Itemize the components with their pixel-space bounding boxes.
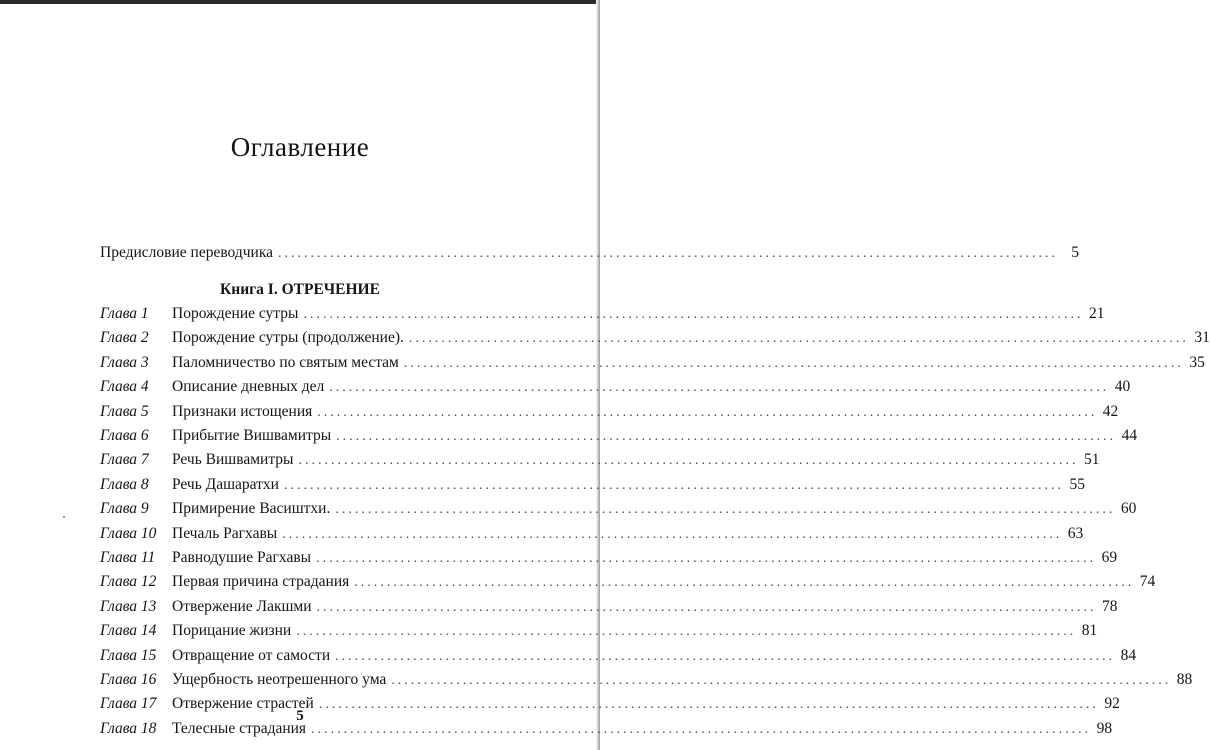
chapter-title: Отвращение от самости (172, 646, 331, 664)
dot-leader: ........................................................................................................................ (303, 307, 1084, 322)
chapter-number: Глава 16 (100, 671, 157, 688)
chapter-number: Глава 15 (100, 646, 157, 664)
preface-label: Предисловие переводчика (100, 244, 274, 261)
chapter-number: Глава 2 (100, 329, 149, 347)
chapter-title: Печаль Рагхавы (172, 524, 278, 542)
chapter-number: Глава 13 (100, 597, 157, 615)
chapter-page: 78 (1102, 597, 1118, 615)
dot-leader: ........................................................................................................................ (311, 721, 1092, 737)
dot-leader: ........................................................................................................................ (283, 477, 1064, 493)
chapter-number: Глава 9 (100, 500, 149, 518)
toc-entry-chapter[interactable] (100, 378, 1131, 398)
chapter-title: Телесные страдания (172, 719, 307, 737)
chapter-page: 98 (1096, 719, 1113, 737)
chapter-page: 51 (1083, 451, 1100, 469)
toc-entry-chapter[interactable] (100, 646, 1137, 667)
toc-entry-chapter[interactable] (100, 573, 1156, 593)
dot-leader: ........................................................................................................................ (282, 526, 1063, 542)
chapter-page: 60 (1120, 500, 1137, 518)
chapter-page: 35 (1189, 353, 1205, 371)
chapter-page: 74 (1139, 573, 1156, 591)
toc-entry-chapter[interactable] (100, 402, 1119, 423)
chapter-number: Глава 17 (100, 695, 157, 713)
dot-leader: ........................................................................................................................ (317, 404, 1098, 420)
chapter-number: Глава 18 (100, 719, 157, 737)
dot-leader: ........................................................................................................................ (278, 246, 1059, 261)
toc-entry-chapter[interactable] (100, 671, 1193, 691)
toc-entry-chapter[interactable] (100, 500, 1137, 520)
chapter-number: Глава 6 (100, 427, 149, 444)
print-speck (63, 516, 65, 518)
chapter-page: 21 (1088, 305, 1105, 322)
toc-entry-chapter[interactable] (100, 597, 1118, 618)
chapter-page: 40 (1114, 378, 1131, 396)
toc-entry-preface[interactable] (100, 244, 1080, 264)
dot-leader: ........................................................................................................................ (335, 502, 1116, 518)
page-top-edge (0, 0, 600, 4)
dot-leader: ........................................................................................................................ (318, 697, 1099, 713)
toc-entry-chapter[interactable] (100, 353, 1205, 374)
dot-leader: ........................................................................................................................ (335, 648, 1116, 664)
toc-entry-chapter[interactable] (100, 549, 1118, 569)
chapter-title: Порождение сутры (продолжение). (172, 329, 404, 347)
chapter-number: Глава 8 (100, 475, 149, 493)
chapter-title: Равнодушие Рагхавы (172, 549, 312, 566)
chapter-title: Паломничество по святым местам (172, 353, 399, 371)
chapter-title: Первая причина страдания (172, 573, 350, 591)
toc-entry-chapter[interactable] (100, 305, 1105, 325)
dot-leader: ........................................................................................................................ (296, 624, 1077, 640)
chapter-title: Отвержение Лакшми (172, 597, 312, 615)
chapter-page: 69 (1101, 549, 1118, 566)
chapter-number: Глава 1 (100, 305, 149, 322)
dot-leader: ........................................................................................................................ (354, 575, 1135, 591)
chapter-title: Порождение сутры (172, 305, 299, 322)
dot-leader: ........................................................................................................................ (298, 453, 1079, 469)
chapter-page: 44 (1121, 427, 1138, 444)
chapter-number: Глава 3 (100, 353, 149, 371)
page-title: Оглавление (230, 132, 370, 162)
chapter-number: Глава 7 (100, 451, 149, 469)
chapter-title: Описание дневных дел (172, 378, 325, 396)
chapter-page: 55 (1069, 475, 1085, 493)
dot-leader: ........................................................................................................................ (316, 599, 1097, 615)
chapter-page: 84 (1120, 646, 1137, 664)
page-number: 5 (296, 708, 304, 724)
chapter-page: 31 (1194, 329, 1210, 347)
chapter-title: Примирение Васиштхи. (172, 500, 331, 518)
toc-entry-chapter[interactable] (100, 622, 1098, 642)
chapter-number: Глава 4 (100, 378, 149, 396)
chapter-title: Отвержение страстей (172, 695, 314, 713)
chapter-number: Глава 5 (100, 402, 149, 420)
dot-leader: ........................................................................................................................ (336, 429, 1117, 444)
chapter-page: 42 (1102, 402, 1119, 420)
chapter-title: Прибытие Вишвамитры (172, 427, 332, 444)
toc-entry-chapter[interactable] (100, 329, 1210, 349)
preface-page: 5 (1071, 244, 1080, 261)
chapter-title: Ущербность неотрешенного ума (172, 671, 387, 688)
dot-leader: ........................................................................................................................ (316, 551, 1097, 566)
book-heading: Книга I. ОТРЕЧЕНИЕ (220, 281, 380, 298)
chapter-page: 81 (1081, 622, 1098, 640)
toc-entry-chapter[interactable] (100, 451, 1100, 471)
dot-leader: ........................................................................................................................ (403, 355, 1184, 371)
toc-entry-chapter[interactable] (100, 427, 1138, 447)
chapter-title: Признаки истощения (172, 402, 313, 420)
dot-leader: ........................................................................................................................ (391, 673, 1172, 688)
chapter-page: 63 (1067, 524, 1084, 542)
dot-leader: ........................................................................................................................ (408, 331, 1189, 347)
chapter-page: 92 (1104, 695, 1120, 713)
chapter-title: Речь Дашаратхи (172, 475, 279, 493)
chapter-title: Речь Вишвамитры (172, 451, 294, 469)
chapter-number: Глава 11 (100, 549, 156, 566)
chapter-number: Глава 12 (100, 573, 157, 591)
chapter-page: 88 (1176, 671, 1193, 688)
toc-entry-chapter[interactable] (100, 524, 1084, 545)
toc-entry-chapter[interactable] (100, 475, 1085, 496)
dot-leader: ........................................................................................................................ (329, 380, 1110, 396)
chapter-title: Порицание жизни (172, 622, 292, 640)
chapter-number: Глава 10 (100, 524, 157, 542)
chapter-number: Глава 14 (100, 622, 157, 640)
